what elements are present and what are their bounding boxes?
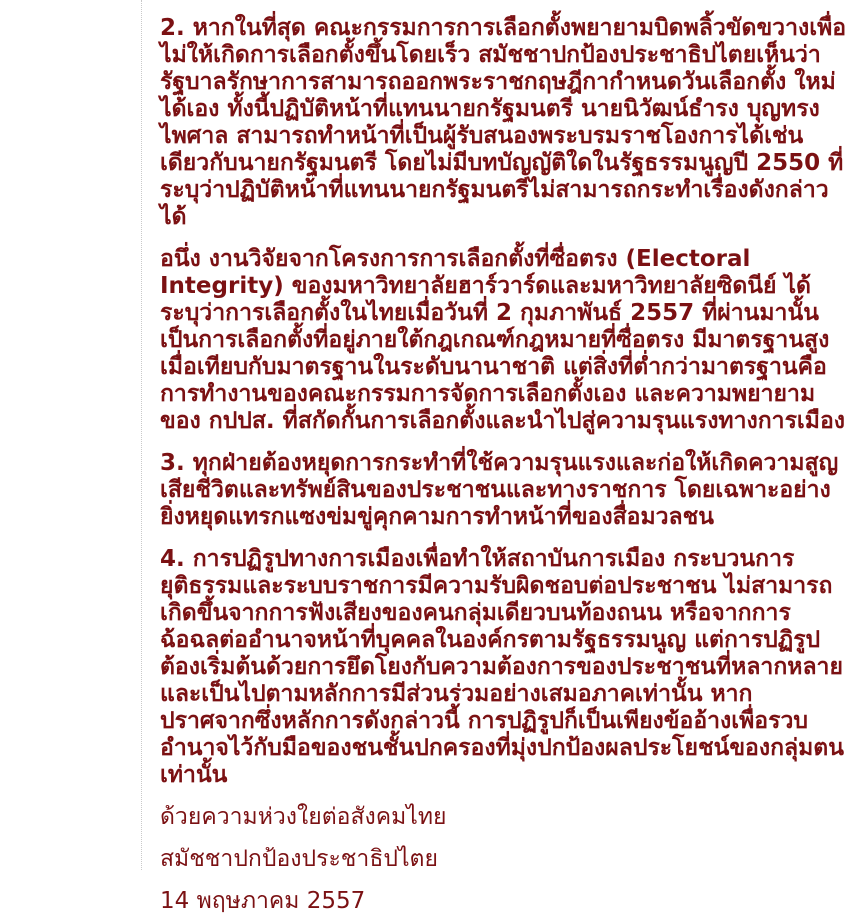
statement-paragraph-point-2: 2. หากในที่สุด คณะกรรมการการเลือกตั้งพยายามบิดพลิ้วขัดขวางเพื่อไม่ให้เกิดการเลือกตั้งขึ้นโดยเร็ว สมัชชาปกป้องประชาธิปไตยเห็นว่ารัฐบาลรักษาการสามารถออกพระราชกฤษฎีกากำหนดวันเลือกตั้ง ใหม่ได้เอง ทั้งนี้ปฏิบัติหน้าที่แทนนายกรัฐมนตรี นายนิวัฒน์ธำรง บุญทรงไพศาล สามารถทำหน้าที่เป็นผู้รับสนองพระบรมราชโองการได้เช่นเดียวกับนายกรัฐมนตรี โดยไม่มีบทบัญญัติใดในรัฐธรรมนูญปี 2550 ที่ระบุว่าปฏิบัติหน้าที่แทนนายกรัฐมนตรีไม่สามารถกระทำเรื่องดังกล่าวได้ — [160, 15, 847, 230]
statement-blockquote — [141, 0, 847, 914]
statement-paragraph-point-3: 3. ทุกฝ่ายต้องหยุดการกระทำที่ใช้ความรุนแรงและก่อให้เกิดความสูญเสียชีวิตและทรัพย์สินของประชาชนและทางราชการ โดยเฉพาะอย่างยิ่งหยุดแทรกแซงข่มขู่คุกคามการทำหน้าที่ของสื่อมวลชน — [160, 450, 839, 530]
closing-sentiment-line: ด้วยความห่วงใยต่อสังคมไทย — [160, 804, 447, 830]
closing-date-line: 14 พฤษภาคม 2557 — [160, 888, 366, 914]
statement-paragraph-electoral-integrity-note: อนึ่ง งานวิจัยจากโครงการการเลือกตั้งที่ซื่อตรง (Electoral Integrity) ของมหาวิทยาลัยฮาร์วาร์ดและมหาวิทยาลัยซิดนีย์ ได้ระบุว่าการเลือกตั้งในไทยเมื่อวันที่ 2 กุมภาพันธ์ 2557 ที่ผ่านมานั้นเป็นการเลือกตั้งที่อยู่ภายใต้กฎเกณฑ์กฎหมายที่ซื่อตรง มีมาตรฐานสูงเมื่อเทียบกับมาตรฐานในระดับนานาชาติ แต่สิ่งที่ต่ำกว่ามาตรฐานคือการทำงานของคณะกรรมการจัดการเลือกตั้งเอง และความพยายามของ กปปส. ที่สกัดกั้นการเลือกตั้งและนำไปสู่ความรุนแรงทางการเมือง — [160, 246, 845, 434]
closing-signature-line: สมัชชาปกป้องประชาธิปไตย — [160, 846, 438, 872]
statement-paragraph-point-4: 4. การปฏิรูปทางการเมืองเพื่อทำให้สถาบันการเมือง กระบวนการยุติธรรมและระบบราชการมีความรับผิดชอบต่อประชาชน ไม่สามารถเกิดขึ้นจากการฟังเสียงของคนกลุ่มเดียวบนท้องถนน หรือจากการฉ้อฉลต่ออำนาจหน้าที่บุคคลในองค์กรตามรัฐธรรมนูญ แต่การปฏิรูปต้องเริ่มต้นด้วยการยึดโยงกับความต้องการของประชาชนที่หลากหลายและเป็นไปตามหลักการมีส่วนร่วมอย่างเสมอภาคเท่านั้น หากปราศจากซึ่งหลักการดังกล่าวนี้ การปฏิรูปก็เป็นเพียงข้ออ้างเพื่อรวบอำนาจไว้กับมือของชนชั้นปกครองที่มุ่งปกป้องผลประโยชน์ของกลุ่มตนเท่านั้น — [160, 546, 844, 788]
